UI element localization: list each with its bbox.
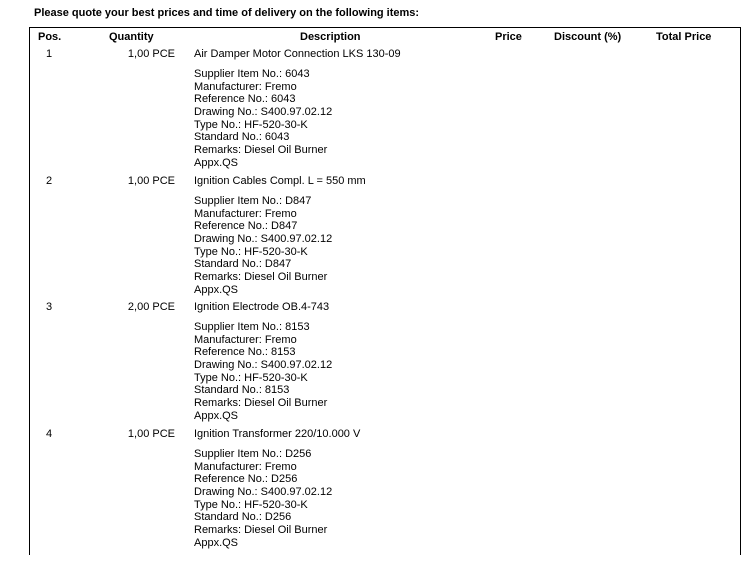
detail-line: Appx.QS <box>194 283 239 296</box>
detail-line: Appx.QS <box>194 536 239 549</box>
detail-line: Drawing No.: S400.97.02.12 <box>194 358 333 371</box>
detail-line: Supplier Item No.: D847 <box>194 195 312 207</box>
header-pos: Pos. <box>38 31 62 43</box>
detail-line: Standard No.: D847 <box>194 258 292 271</box>
detail-line: Remarks: Diesel Oil Burner <box>194 270 328 283</box>
row-description: Air Damper Motor Connection LKS 130-09 <box>194 48 401 60</box>
detail-line: Reference No.: 6043 <box>194 93 296 106</box>
detail-line: Manufacturer: Fremo <box>194 207 297 220</box>
row-details <box>194 68 332 169</box>
row-description: Ignition Cables Compl. L = 550 mm <box>194 175 366 187</box>
detail-line: Type No.: HF-520-30-K <box>194 371 308 384</box>
detail-line: Reference No.: D847 <box>194 220 298 233</box>
detail-line: Supplier Item No.: 8153 <box>194 321 310 333</box>
row-quantity: 1,00 PCE <box>127 48 175 60</box>
detail-line: Supplier Item No.: D256 <box>194 448 312 460</box>
detail-line: Manufacturer: Fremo <box>194 80 297 93</box>
row-quantity: 1,00 PCE <box>127 428 175 440</box>
detail-line: Type No.: HF-520-30-K <box>194 245 308 258</box>
row-details <box>194 195 332 296</box>
detail-line: Appx.QS <box>194 409 239 422</box>
row-position: 3 <box>45 301 53 313</box>
items-table-frame <box>29 27 741 555</box>
detail-line: Standard No.: D256 <box>194 511 292 524</box>
header-description: Description <box>300 31 361 43</box>
row-position: 2 <box>45 175 53 187</box>
intro-text: Please quote your best prices and time of delivery on the following items: <box>34 7 420 19</box>
header-discount: Discount (%) <box>554 31 622 43</box>
detail-line: Remarks: Diesel Oil Burner <box>194 523 328 536</box>
row-quantity: 1,00 PCE <box>127 175 175 187</box>
detail-line: Reference No.: 8153 <box>194 346 296 359</box>
detail-line: Manufacturer: Fremo <box>194 333 297 346</box>
header-quantity: Quantity <box>109 31 154 43</box>
detail-line: Manufacturer: Fremo <box>194 460 297 473</box>
row-position: 4 <box>45 428 53 440</box>
detail-line: Supplier Item No.: 6043 <box>194 68 310 80</box>
detail-line: Standard No.: 8153 <box>194 384 290 397</box>
detail-line: Drawing No.: S400.97.02.12 <box>194 232 333 245</box>
detail-line: Reference No.: D256 <box>194 473 298 486</box>
header-total-price: Total Price <box>656 31 712 43</box>
row-quantity: 2,00 PCE <box>127 301 175 313</box>
detail-line: Appx.QS <box>194 156 239 169</box>
row-position: 1 <box>45 48 53 60</box>
detail-line: Drawing No.: S400.97.02.12 <box>194 485 333 498</box>
row-description: Ignition Transformer 220/10.000 V <box>194 428 361 440</box>
detail-line: Type No.: HF-520-30-K <box>194 498 308 511</box>
detail-line: Standard No.: 6043 <box>194 131 290 144</box>
detail-line: Remarks: Diesel Oil Burner <box>194 143 328 156</box>
row-description: Ignition Electrode OB.4-743 <box>194 301 330 313</box>
row-details <box>194 321 332 422</box>
header-price: Price <box>495 31 522 43</box>
detail-line: Drawing No.: S400.97.02.12 <box>194 105 333 118</box>
detail-line: Type No.: HF-520-30-K <box>194 118 308 131</box>
detail-line: Remarks: Diesel Oil Burner <box>194 396 328 409</box>
row-details <box>194 448 332 549</box>
